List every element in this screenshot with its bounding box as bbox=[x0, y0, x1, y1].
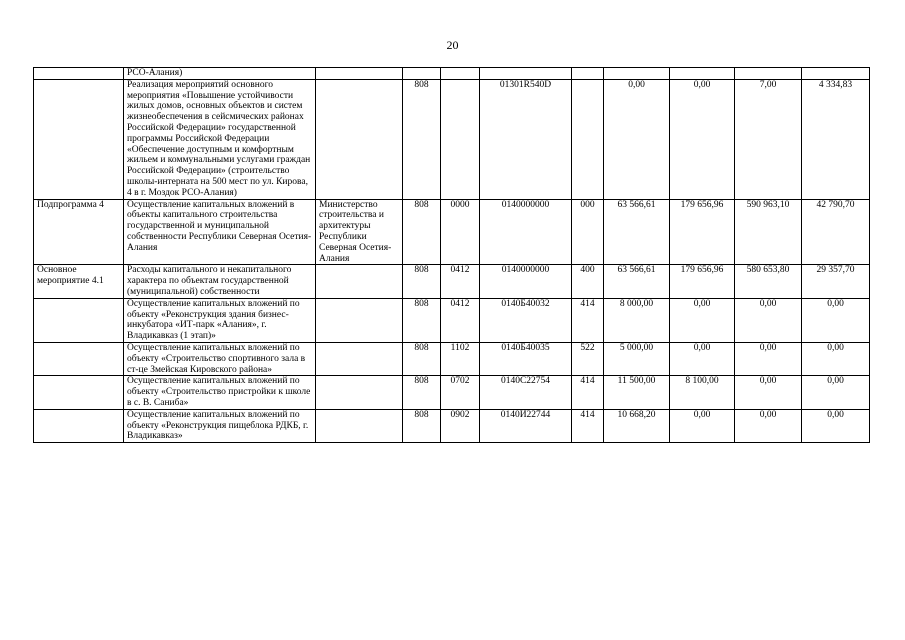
table-row bbox=[34, 79, 870, 199]
table-row bbox=[34, 342, 870, 375]
grbs-code-cell: 808 bbox=[403, 376, 441, 409]
amount-cell-3 bbox=[735, 68, 802, 80]
grbs-code-cell: 808 bbox=[403, 409, 441, 442]
amount-cell-4: 0,00 bbox=[802, 298, 870, 342]
amount-cell-4: 0,00 bbox=[802, 409, 870, 442]
status-cell bbox=[34, 409, 124, 442]
amount-cell-3: 0,00 bbox=[735, 409, 802, 442]
name-cell: РСО-Алания) bbox=[124, 68, 316, 80]
name-cell: Осуществление капитальных вложений по объекту «Строительство спортивного зала в ст-це Змейская Кировского района» bbox=[124, 342, 316, 375]
target-article-cell bbox=[480, 68, 572, 80]
status-cell: Основное мероприятие 4.1 bbox=[34, 265, 124, 298]
name-cell: Осуществление капитальных вложений по объекту «Реконструкция пищеблока РДКБ, г. Владикавказ» bbox=[124, 409, 316, 442]
amount-cell-4: 4 334,83 bbox=[802, 79, 870, 199]
amount-cell-4: 0,00 bbox=[802, 376, 870, 409]
target-article-cell: 0140И22744 bbox=[480, 409, 572, 442]
amount-cell-2: 8 100,00 bbox=[670, 376, 735, 409]
responsible-cell: Министерство строительства и архитектуры Республики Северная Осетия-Алания bbox=[316, 199, 403, 265]
grbs-code-cell: 808 bbox=[403, 342, 441, 375]
expense-type-cell: 414 bbox=[572, 409, 604, 442]
table-row bbox=[34, 68, 870, 80]
section-code-cell: 1102 bbox=[441, 342, 480, 375]
page-number: 20 bbox=[446, 38, 459, 52]
section-code-cell: 0000 bbox=[441, 199, 480, 265]
table-row bbox=[34, 199, 870, 265]
amount-cell-4: 29 357,70 bbox=[802, 265, 870, 298]
name-cell: Осуществление капитальных вложений в объекты капитального строительства государственной и муниципальной собственности Республики Северная Осетия-Алания bbox=[124, 199, 316, 265]
name-cell: Реализация мероприятий основного мероприятия «Повышение устойчивости жилых домов, основных объектов и систем жизнеобеспечения в сейсмических районах Российской Федерации» государственной программы Российской Федерации «Обеспечение доступным и комфортным жильем и коммунальными услугами граждан Российской Федерации» (строительство школы-интерната на 500 мест по ул. Кирова, 4 в г. Моздок РСО-Алания) bbox=[124, 79, 316, 199]
amount-cell-3: 0,00 bbox=[735, 298, 802, 342]
grbs-code-cell: 808 bbox=[403, 298, 441, 342]
expense-type-cell bbox=[572, 79, 604, 199]
amount-cell-1: 8 000,00 bbox=[604, 298, 670, 342]
amount-cell-3: 590 963,10 bbox=[735, 199, 802, 265]
amount-cell-2: 0,00 bbox=[670, 409, 735, 442]
amount-cell-1: 5 000,00 bbox=[604, 342, 670, 375]
amount-cell-2: 0,00 bbox=[670, 79, 735, 199]
responsible-cell bbox=[316, 409, 403, 442]
status-cell bbox=[34, 79, 124, 199]
responsible-cell bbox=[316, 265, 403, 298]
target-article-cell: 01301R540D bbox=[480, 79, 572, 199]
responsible-cell bbox=[316, 68, 403, 80]
grbs-code-cell: 808 bbox=[403, 265, 441, 298]
table-row bbox=[34, 265, 870, 298]
section-code-cell bbox=[441, 68, 480, 80]
amount-cell-4 bbox=[802, 68, 870, 80]
amount-cell-2: 0,00 bbox=[670, 298, 735, 342]
amount-cell-4: 0,00 bbox=[802, 342, 870, 375]
status-cell bbox=[34, 376, 124, 409]
section-code-cell bbox=[441, 79, 480, 199]
section-code-cell: 0412 bbox=[441, 298, 480, 342]
section-code-cell: 0702 bbox=[441, 376, 480, 409]
target-article-cell: 0140Б40035 bbox=[480, 342, 572, 375]
status-cell: Подпрограмма 4 bbox=[34, 199, 124, 265]
amount-cell-1: 63 566,61 bbox=[604, 199, 670, 265]
amount-cell-3: 0,00 bbox=[735, 342, 802, 375]
section-code-cell: 0412 bbox=[441, 265, 480, 298]
amount-cell-1: 63 566,61 bbox=[604, 265, 670, 298]
amount-cell-1: 10 668,20 bbox=[604, 409, 670, 442]
section-code-cell: 0902 bbox=[441, 409, 480, 442]
table-row bbox=[34, 409, 870, 442]
status-cell bbox=[34, 342, 124, 375]
name-cell: Осуществление капитальных вложений по объекту «Реконструкция здания бизнес-инкубатора «ИТ-парк «Алания», г. Владикавказ (1 этап)» bbox=[124, 298, 316, 342]
responsible-cell bbox=[316, 79, 403, 199]
amount-cell-3: 7,00 bbox=[735, 79, 802, 199]
amount-cell-1 bbox=[604, 68, 670, 80]
expense-type-cell: 400 bbox=[572, 265, 604, 298]
target-article-cell: 0140000000 bbox=[480, 199, 572, 265]
responsible-cell bbox=[316, 376, 403, 409]
amount-cell-2: 179 656,96 bbox=[670, 199, 735, 265]
budget-table bbox=[33, 67, 870, 443]
amount-cell-2 bbox=[670, 68, 735, 80]
name-cell: Осуществление капитальных вложений по объекту «Строительство пристройки к школе в с. В. Саниба» bbox=[124, 376, 316, 409]
amount-cell-3: 580 653,80 bbox=[735, 265, 802, 298]
target-article-cell: 0140Б40032 bbox=[480, 298, 572, 342]
status-cell bbox=[34, 68, 124, 80]
expense-type-cell bbox=[572, 68, 604, 80]
status-cell bbox=[34, 298, 124, 342]
grbs-code-cell: 808 bbox=[403, 79, 441, 199]
responsible-cell bbox=[316, 298, 403, 342]
amount-cell-1: 11 500,00 bbox=[604, 376, 670, 409]
expense-type-cell: 000 bbox=[572, 199, 604, 265]
amount-cell-3: 0,00 bbox=[735, 376, 802, 409]
expense-type-cell: 414 bbox=[572, 298, 604, 342]
grbs-code-cell bbox=[403, 68, 441, 80]
amount-cell-2: 179 656,96 bbox=[670, 265, 735, 298]
amount-cell-2: 0,00 bbox=[670, 342, 735, 375]
grbs-code-cell: 808 bbox=[403, 199, 441, 265]
amount-cell-4: 42 790,70 bbox=[802, 199, 870, 265]
target-article-cell: 0140С22754 bbox=[480, 376, 572, 409]
expense-type-cell: 522 bbox=[572, 342, 604, 375]
target-article-cell: 0140000000 bbox=[480, 265, 572, 298]
expense-type-cell: 414 bbox=[572, 376, 604, 409]
responsible-cell bbox=[316, 342, 403, 375]
name-cell: Расходы капитального и некапитального характера по объектам государственной (муниципальной) собственности bbox=[124, 265, 316, 298]
table-row bbox=[34, 376, 870, 409]
table-row bbox=[34, 298, 870, 342]
amount-cell-1: 0,00 bbox=[604, 79, 670, 199]
